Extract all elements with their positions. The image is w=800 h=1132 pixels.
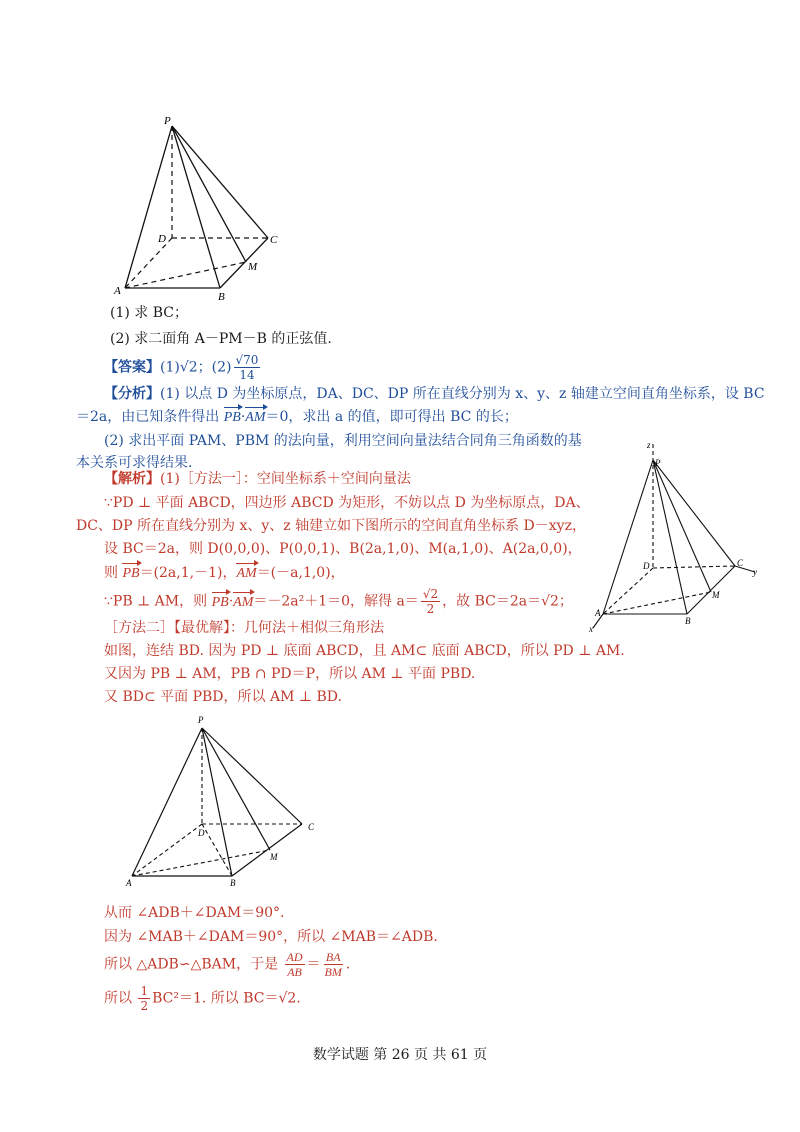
frac-num: AD: [286, 950, 303, 964]
label-M: M: [712, 590, 720, 600]
s5-end: ，故 BC＝2a＝√2；: [442, 593, 573, 610]
frac-num: BA: [325, 950, 341, 964]
pyramid-figure-1: [100, 110, 300, 310]
label-y: y: [753, 567, 757, 577]
solution-line-5: [104, 587, 573, 616]
page-footer: 数学试题 第 26 页 共 61 页: [312, 1047, 488, 1063]
label-A: A: [595, 608, 601, 618]
analysis-text-2a: ＝2a，由已知条件得出: [76, 409, 224, 425]
solution-label: 【解析】: [104, 471, 160, 487]
label-C: C: [737, 558, 744, 568]
label-C: C: [308, 822, 315, 832]
s12-pre: 所以: [104, 990, 137, 1007]
analysis-line-1: [104, 383, 765, 405]
solution-line-11: [104, 950, 350, 979]
vector-pb: PB: [212, 592, 229, 614]
frac-den: AB: [287, 965, 302, 979]
label-D: D: [643, 561, 650, 571]
label-M: M: [248, 261, 258, 273]
vector-am: AM: [245, 407, 265, 429]
label-B: B: [218, 291, 225, 303]
solution-line-10: 因为 ∠MAB＋∠DAM＝90°，所以 ∠MAB＝∠ADB.: [104, 929, 438, 945]
solution-line-12: [104, 984, 301, 1013]
s4-mid: ＝(2a,1,－1)，: [139, 565, 237, 581]
question-1: (1) 求 BC；: [110, 305, 188, 321]
answer-frac-num: √70: [235, 353, 259, 367]
dot: ·: [240, 409, 246, 425]
ratio-ba-bm: [323, 950, 344, 979]
label-z: z: [647, 440, 651, 450]
solution-heading: [104, 468, 411, 490]
solution-line-8: 又 BD⊂ 平面 PBD，所以 AM ⊥ BD.: [104, 689, 342, 705]
label-M: M: [270, 852, 278, 862]
analysis-line-3: (2) 求出平面 PAM、PBM 的法向量，利用空间向量法结合同角三角函数的基: [104, 433, 582, 449]
label-D: D: [158, 233, 166, 245]
answer-part1: (1)√2；(2): [160, 359, 232, 376]
label-B: B: [230, 878, 236, 888]
analysis-line-4: 本关系可求得结果.: [76, 455, 193, 471]
frac-den: BM: [324, 965, 342, 979]
s12-end: BC²＝1. 所以 BC＝√2.: [152, 990, 301, 1007]
label-P: P: [198, 715, 204, 725]
solution-line-3: 设 BC＝2a，则 D(0,0,0)、P(0,0,1)、B(2a,1,0)、M(a,1,0)、A(2a,0,0)，: [104, 541, 582, 557]
solution-line-6: 如图，连结 BD. 因为 PD ⊥ 底面 ABCD，且 AM⊂ 底面 ABCD，所以 PD ⊥ AM.: [104, 643, 625, 659]
analysis-label: 【分析】: [104, 386, 160, 402]
label-x: x: [589, 624, 593, 634]
solution-line-4: [104, 562, 345, 585]
label-P: P: [164, 115, 171, 127]
solution-line-1: ∵PD ⊥ 平面 ABCD，四边形 ABCD 为矩形，不妨以点 D 为坐标原点，DA、: [104, 495, 590, 511]
vector-am: AM: [236, 563, 256, 585]
frac-den: 2: [140, 999, 149, 1013]
vector-am: AM: [233, 592, 253, 614]
label-B: B: [685, 616, 691, 626]
solution-line-7: 又因为 PB ⊥ AM，PB ∩ PD＝P，所以 AM ⊥ 平面 PBD.: [104, 666, 476, 682]
vector-pb: PB: [122, 563, 139, 585]
method-2-title: ［方法二］【最优解】：几何法＋相似三角形法: [104, 620, 384, 636]
method-1-title: (1)［方法一］：空间坐标系＋空间向量法: [160, 471, 411, 487]
s4-end: ＝(－a,1,0)，: [256, 565, 345, 581]
s5-frac-num: √2: [422, 587, 439, 601]
dot: ·: [228, 593, 234, 610]
solution-line-9: 从而 ∠ADB＋∠DAM＝90°.: [104, 905, 285, 921]
s4-pre: 则: [104, 565, 123, 581]
s11-end: .: [345, 956, 351, 973]
label-P: P: [655, 458, 661, 468]
answer-label: 【答案】: [104, 359, 160, 376]
label-A: A: [126, 878, 132, 888]
s11-pre: 所以 △ADB∽△BAM，于是: [104, 956, 283, 973]
frac-num: 1: [140, 984, 149, 998]
s5-mid: ＝－2a²＋1＝0，解得 a＝: [253, 593, 419, 610]
analysis-line-2: [76, 406, 518, 429]
s5-frac-den: 2: [426, 602, 435, 616]
pyramid-figure-3: [120, 712, 340, 892]
equals: ＝: [306, 956, 321, 973]
s5-fraction: [421, 587, 440, 616]
half-fraction: [138, 984, 150, 1013]
answer-frac-den: 14: [239, 368, 255, 382]
analysis-text-1: (1) 以点 D 为坐标原点，DA、DC、DP 所在直线分别为 x、y、z 轴建立空间直角坐标系，设 BC: [160, 386, 765, 402]
ratio-ad-ab: [285, 950, 305, 979]
answer-line: [104, 353, 262, 382]
solution-line-2: DC、DP 所在直线分别为 x、y、z 轴建立如下图所示的空间直角坐标系 D－xyz，: [76, 518, 586, 534]
label-C: C: [270, 234, 278, 246]
analysis-text-2b: ＝0，求出 a 的值，即可得出 BC 的长；: [265, 409, 518, 425]
pyramid-figure-2: [585, 438, 775, 638]
vector-pb: PB: [224, 407, 241, 429]
label-A: A: [114, 285, 121, 297]
question-2: (2) 求二面角 A－PM－B 的正弦值.: [110, 331, 332, 347]
s5-pre: ∵PB ⊥ AM，则: [104, 593, 212, 610]
label-D: D: [198, 828, 205, 838]
answer-fraction: [234, 353, 261, 382]
